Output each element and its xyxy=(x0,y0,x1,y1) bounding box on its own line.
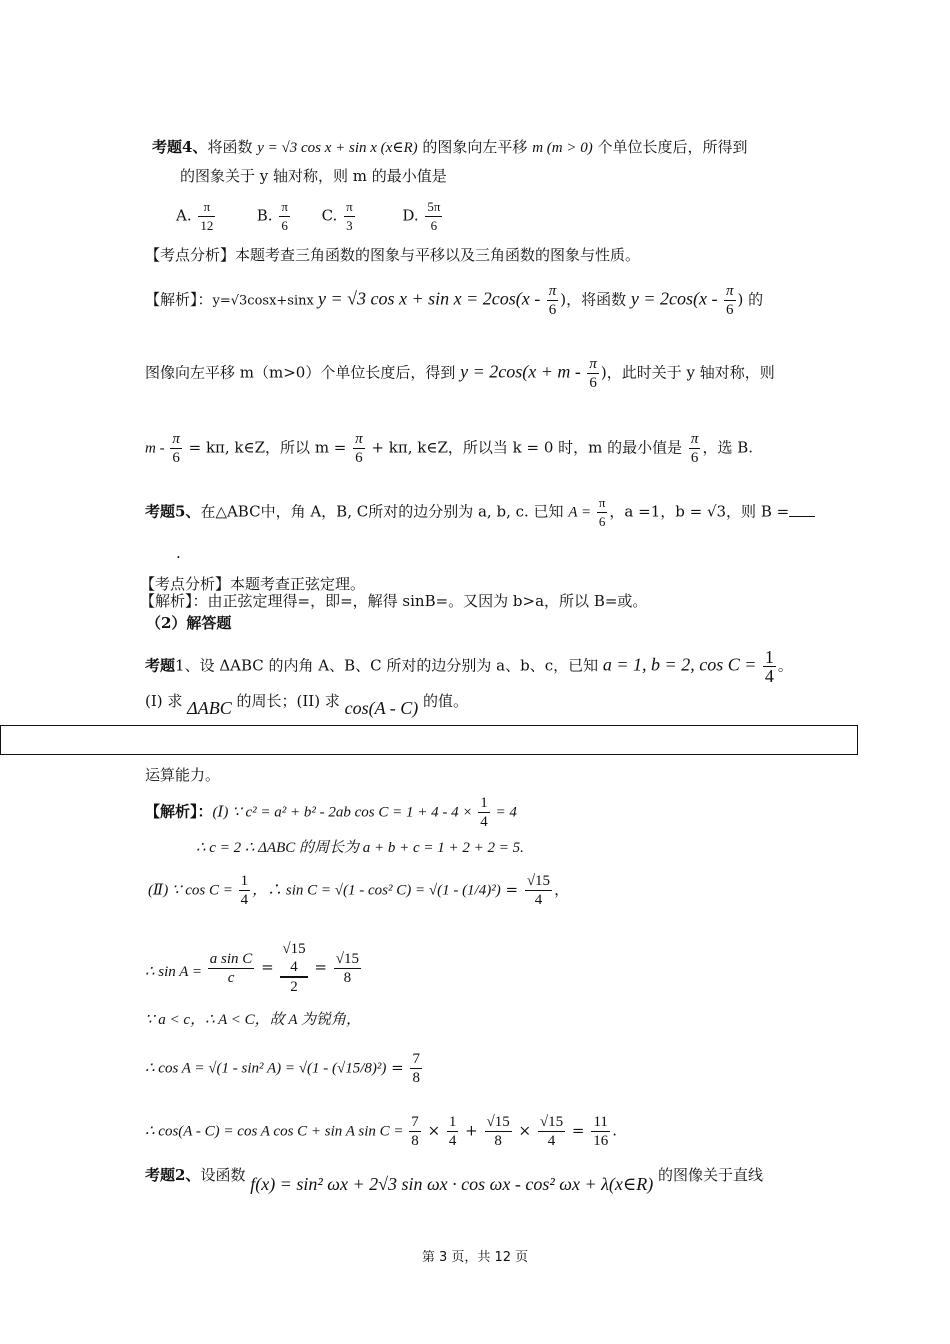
q1-sol-line7: ∴ cos(A - C) = cos A cos C + sin A sin C = $\frac{7}{8}$ × $\frac{1}{4}$ + $\frac{√15}{8}$ × $\frac{√15}{4}$ = $\frac{11}{16}$ . xyxy=(145,1114,617,1149)
q2-line1: 考题2、设函数 f(x) = sin² ωx + 2√3 sin ωx · cos ωx - cos² ωx + λ(x∈R) 的图像关于直线 xyxy=(145,1166,763,1194)
q4-stem-a: 将函数 xyxy=(207,138,253,156)
section-heading: （2）解答题 xyxy=(146,614,232,632)
option-d: D. $\frac{5\pi}{6}$ xyxy=(402,199,441,233)
q1-line2: (I) 求 ΔABC 的周长；(II) 求 cos(A - C) 的值。 xyxy=(145,692,469,718)
q1-sol-line6: ∴ cos A = √(1 - sin² A) = √(1 - (√15/8)²) = $\frac{7}{8}$ xyxy=(145,1051,420,1086)
q1-line1: 考题1、设 ΔABC 的内角 A、B、C 所对的边分别为 a、b、c，已知 a = 1, b = 2, cos C = $\frac{1}{4}$ 。 xyxy=(145,647,793,686)
empty-frame xyxy=(0,725,858,755)
answer-blank xyxy=(789,502,815,517)
option-a: A. $\frac{\pi}{12}$ xyxy=(176,199,214,233)
q1-sol-line3: (Ⅱ) ∵ cos C = $\frac{1}{4}$ ，∴ sin C = √(1 - cos² C) = √(1 - (1/4)²) = $\frac{√15}{4}$ ， xyxy=(148,873,570,908)
page-footer: 第 3 页，共 12 页 xyxy=(421,1250,529,1265)
q4-sol-label: 【解析】： xyxy=(145,290,213,309)
q1-sol-line1: 【解析】：(Ⅰ) ∵ c² = a² + b² - 2ab cos C = 1 + 4 - 4 × $\frac{1}{4}$ = 4 xyxy=(145,795,517,830)
q1-sol-line5: ∵ a < c，∴ A < C，故 A 为锐角， xyxy=(145,1012,362,1028)
q5-line1: 考题5、在△ABC中，角 A，B, C所对的边分别为 a, b, c. 已知 A = $\frac{\pi}{6}$ ，a =1，b = √3，则 B = xyxy=(145,494,815,530)
q1-sol-line4: ∴ sin A = $\frac{\text{a sin C}}{c}$ = √15 4 2 = $\frac{√15}{8}$ xyxy=(145,941,359,995)
q4-stem-c: 个单位长度后，所得到 xyxy=(597,138,748,156)
q4-analysis: 【考点分析】本题考查三角函数的图象与平移以及三角函数的图象与性质。 xyxy=(145,246,641,264)
q4-stem-b: 的图象向左平移 xyxy=(422,138,528,156)
q4-line1 xyxy=(152,137,748,158)
q4-solution-line2: 图像向左平移 m（m>0）个单位长度后，得到 y = 2cos(x + m - $\frac{\pi}{6}$ )，此时关于 y 轴对称，则 xyxy=(145,356,775,391)
q5-title: 考题5、 xyxy=(145,502,201,521)
q4-options xyxy=(176,198,472,240)
q1-sol-line2: ∴ c = 2 ∴ ΔABC 的周长为 a + b + c = 1 + 2 + 2 = 5. xyxy=(196,840,524,856)
q5-solution: 【解析】：由正弦定理得=，即=，解得 sinB=。又因为 b>a，所以 B=或。 xyxy=(140,592,648,610)
q4-shift: m (m > 0) xyxy=(532,140,593,156)
q4-title: 考题4、 xyxy=(152,138,208,156)
option-b: B. $\frac{\pi}{6}$ xyxy=(256,199,288,233)
q1-cut-text: 运算能力。 xyxy=(145,766,221,784)
q5-dot: . xyxy=(176,544,181,562)
option-c: C. $\frac{\pi}{3}$ xyxy=(321,199,353,233)
q5-analysis: 【考点分析】本题考查正弦定理。 xyxy=(140,575,366,593)
q4-solution-line1: 【解析】：y=√3cosx+sinx y = √3 cos x + sin x = 2cos(x - $\frac{\pi}{6}$ )，将函数 y = 2cos(x - $\frac{\pi}{6}$ ) 的 xyxy=(145,283,764,318)
q4-solution-line3: m - $\frac{\pi}{6}$ = kπ, k∈Z，所以 m = $\frac{\pi}{6}$ + kπ, k∈Z，所以当 k = 0 时，m 的最小值是 $\frac{\pi}{6}$ ，选 B. xyxy=(145,431,753,466)
q4-function: y = √3 cos x + sin x (x∈R) xyxy=(257,140,418,156)
q4-line2: 的图象关于 y 轴对称，则 m 的最小值是 xyxy=(180,167,447,185)
